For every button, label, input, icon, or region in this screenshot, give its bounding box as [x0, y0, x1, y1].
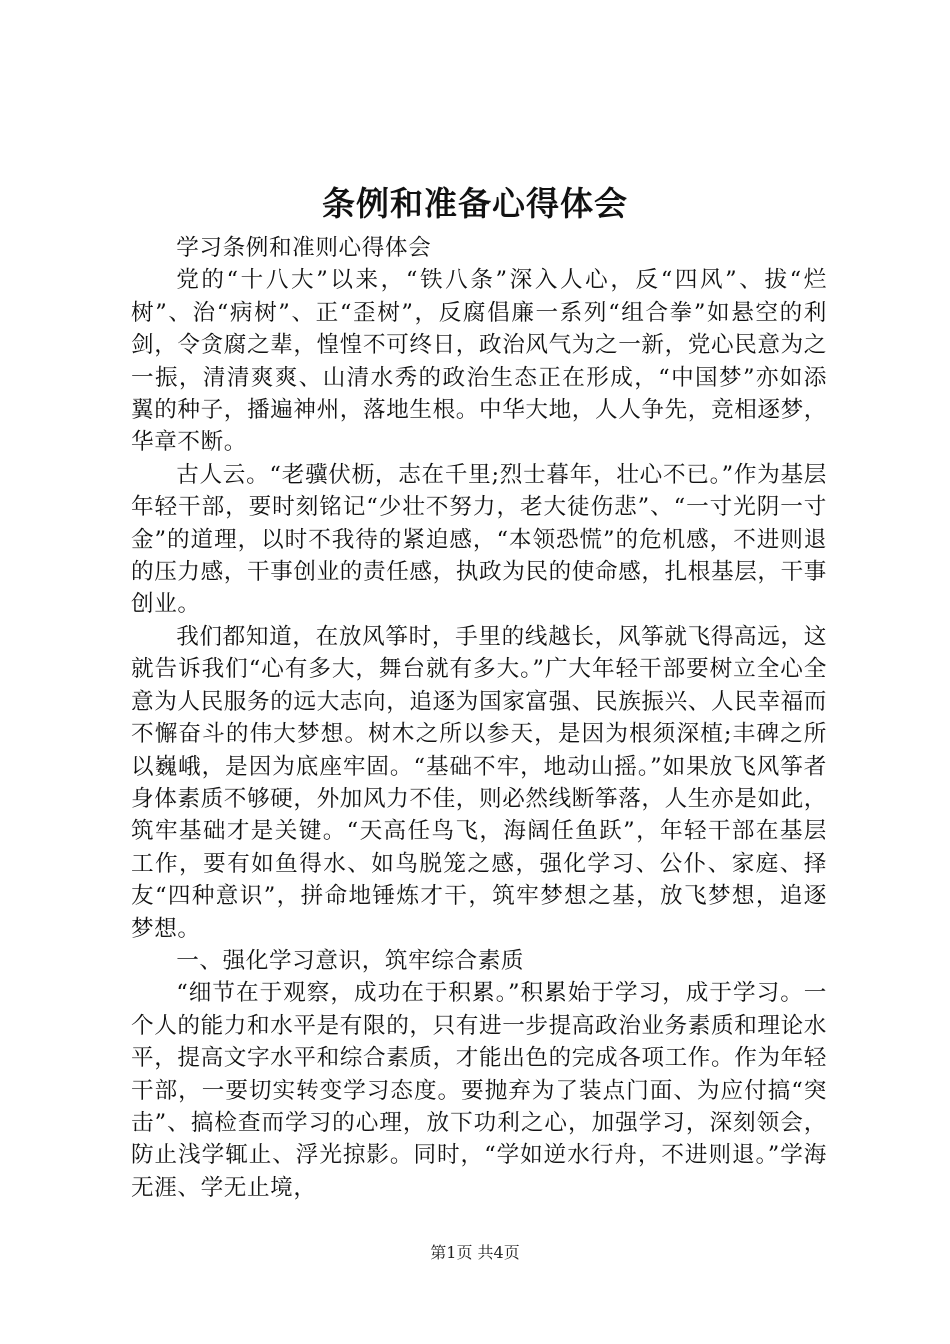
body-paragraph: 党的“十八大”以来，“铁八条”深入人心，反“四风”、拔“烂树”、治“病树”、正“歪树”，反腐倡廉一系列“组合拳”如悬空的利剑，令贪腐之辈，惶惶不可终日，政治风气为之一新，党心民意为之一振，清清爽爽、山清水秀的政治生态正在形成，“中国梦”亦如添翼的种子，播遍神州，落地生根。中华大地，人人争先，竞相逐梦，华章不断。 [131, 267, 827, 456]
section-heading: 一、强化学习意识，筑牢综合素质 [176, 947, 525, 974]
subtitle-paragraph: 学习条例和准则心得体会 [176, 235, 432, 261]
body-paragraph: “细节在于观察，成功在于积累。”积累始于学习，成于学习。一个人的能力和水平是有限的，只有进一步提高政治业务素质和理论水平，提高文字水平和综合素质，才能出色的完成各项工作。作为年轻干部，一要切实转变学习态度。要抛弃为了装点门面、为应付搞“突击”、搞检查而学习的心理，放下功利之心，加强学习，深刻领会，防止浅学辄止、浮光掠影。同时，“学如逆水行舟，不进则退。”学海无涯、学无止境， [131, 980, 827, 1201]
body-paragraph: 我们都知道，在放风筝时，手里的线越长，风筝就飞得高远，这就告诉我们“心有多大，舞台就有多大。”广大年轻干部要树立全心全意为人民服务的远大志向，追逐为国家富强、民族振兴、人民幸福而不懈奋斗的伟大梦想。树木之所以参天，是因为根须深植;丰碑之所以巍峨，是因为底座牢固。“基础不牢，地动山摇。”如果放飞风筝者身体素质不够硬，外加风力不佳，则必然线断筝落，人生亦是如此，筑牢基础才是关键。“天高任鸟飞，海阔任鱼跃”，年轻干部在基层工作，要有如鱼得水、如鸟脱笼之感，强化学习、公仆、家庭、择友“四种意识”，拼命地锤炼才干，筑牢梦想之基，放飞梦想，追逐梦想。 [131, 623, 827, 942]
body-paragraph: 古人云。“老骥伏枥，志在千里;烈士暮年，壮心不已。”作为基层年轻干部，要时刻铭记“少壮不努力，老大徒伤悲”、“一寸光阴一寸金”的道理，以时不我待的紧迫感，“本领恐慌”的危机感，不进则退的压力感，干事创业的责任感，执政为民的使命感，扎根基层，干事创业。 [131, 461, 827, 618]
document-title: 条例和准备心得体会 [322, 184, 628, 223]
page-footer: 第1页 共4页 [430, 1243, 520, 1262]
document-body [131, 232, 827, 1204]
